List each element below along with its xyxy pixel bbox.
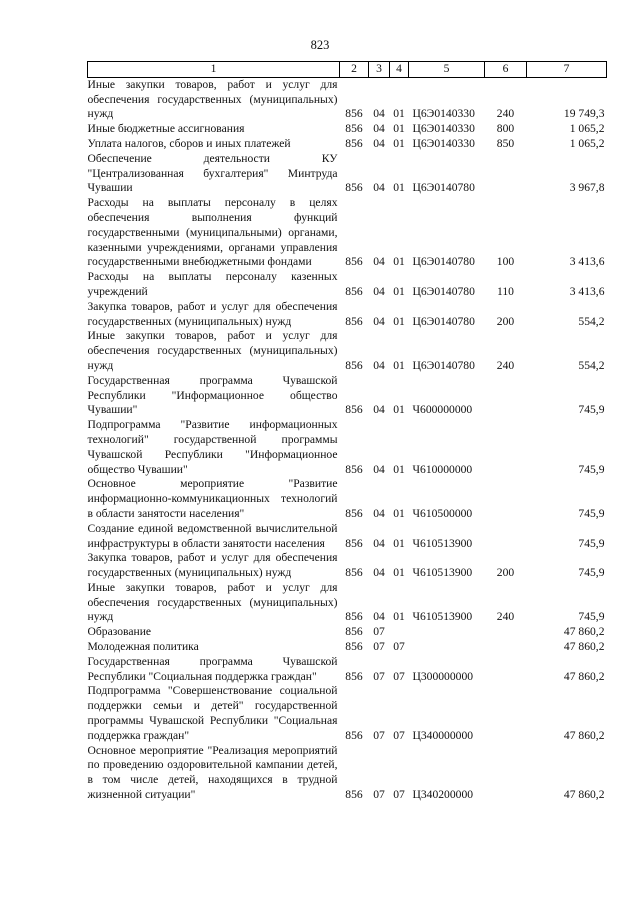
row-rz: 07 [373,640,385,654]
row-rz: 04 [373,181,385,195]
row-vr [485,522,527,552]
table-header-row [88,62,607,78]
row-gr: 856 [345,625,363,639]
row-vr [485,744,527,803]
row-rz: 04 [373,122,385,136]
row-csr: Ч610000000 [412,462,473,476]
row-pr: 07 [393,728,405,742]
row-csr [409,640,485,655]
budget-table [87,61,607,803]
row-gr: 856 [345,403,363,417]
row-pr: 01 [393,255,405,269]
row-rz: 04 [373,255,385,269]
row-name: Обеспечение деятельности КУ "Централизованная бухгалтерия" Минтруда Чувашии [87,151,338,195]
row-gr: 856 [345,610,363,624]
row-vr [485,655,527,685]
table-row [88,77,607,122]
row-rz: 04 [373,462,385,476]
row-pr: 01 [393,314,405,328]
row-pr: 01 [393,181,405,195]
row-sum: 745,9 [578,610,605,624]
row-csr: Ч610500000 [412,506,473,520]
row-rz: 04 [373,403,385,417]
row-csr: Ч610513900 [412,610,473,624]
row-vr: 240 [496,358,515,372]
row-csr: Ц6Э0140330 [412,107,475,121]
table-row [88,300,607,330]
row-sum: 554,2 [578,358,605,372]
row-csr: Ч610513900 [412,566,473,580]
row-sum: 47 860,2 [563,669,605,683]
row-gr: 856 [345,669,363,683]
row-csr: Ч610513900 [412,536,473,550]
table-row [88,744,607,803]
row-rz: 07 [373,728,385,742]
row-vr: 100 [496,255,515,269]
row-csr: Ц6Э0140330 [412,122,475,136]
table-row [88,329,607,373]
row-name: Иные закупки товаров, работ и услуг для обеспечения государственных (муниципальных) нужд [87,329,338,372]
table-row [88,551,607,581]
row-sum: 3 967,8 [569,181,605,195]
row-rz: 04 [373,358,385,372]
row-vr: 240 [496,610,515,624]
table-row [88,122,607,137]
row-pr: 07 [393,788,405,802]
row-gr: 856 [345,255,363,269]
row-name: Иные закупки товаров, работ и услуг для обеспечения государственных (муниципальных) нужд [87,77,338,121]
row-sum: 1 065,2 [569,136,605,150]
row-gr: 856 [345,566,363,580]
row-name: Основное мероприятие "Реализация мероприятий по проведению оздоровительной кампании детей, в том числе детей, находящихся в трудной жизненной ситуации" [87,743,338,802]
row-name: Уплата налогов, сборов и иных платежей [87,136,291,150]
row-vr [485,374,527,418]
row-sum: 47 860,2 [563,728,605,742]
row-rz: 04 [373,136,385,150]
row-gr: 856 [345,107,363,121]
row-vr: 110 [497,284,514,298]
row-sum: 745,9 [578,536,605,550]
row-name: Государственная программа Чувашской Республики "Социальная поддержка граждан" [87,654,338,683]
row-gr: 856 [345,314,363,328]
row-sum: 3 413,6 [569,284,605,298]
row-sum: 745,9 [578,403,605,417]
table-row [88,152,607,196]
row-pr: 01 [393,462,405,476]
row-pr: 01 [393,136,405,150]
row-sum: 19 749,3 [563,107,605,121]
row-name: Основное мероприятие "Развитие информационно-коммуникационных технологий в области занятости населения" [87,477,338,520]
row-sum: 47 860,2 [563,625,605,639]
row-sum: 47 860,2 [563,788,605,802]
table-row [88,655,607,685]
table-row [88,418,607,477]
row-gr: 856 [345,358,363,372]
table-row [88,196,607,270]
row-pr [390,625,409,640]
table-row [88,684,607,743]
row-name: Расходы на выплаты персоналу в целях обеспечения выполнения функций государственными (муниципальными) органами, казенными учреждениями, органами управления государственными внебюджетными фондами [87,196,338,269]
row-vr: 240 [496,107,515,121]
row-vr [485,625,527,640]
row-sum: 47 860,2 [563,640,605,654]
table-row [88,374,607,418]
row-csr: Ц6Э0140780 [412,255,475,269]
row-vr [485,152,527,196]
row-sum: 3 413,6 [569,255,605,269]
row-name: Государственная программа Чувашской Республики "Информационное общество Чувашии" [87,373,338,417]
row-vr: 200 [496,566,515,580]
row-name: Создание единой ведомственной вычислительной инфраструктуры в области занятости населения [87,521,338,550]
row-csr: Ч600000000 [412,403,473,417]
table-row [88,270,607,300]
row-gr: 856 [345,284,363,298]
col-header-7: 7 [527,62,607,78]
row-vr: 200 [496,314,515,328]
row-pr: 01 [393,358,405,372]
row-vr: 850 [496,136,515,150]
col-header-6: 6 [485,62,527,78]
row-rz: 04 [373,610,385,624]
row-sum: 745,9 [578,462,605,476]
row-gr: 856 [345,136,363,150]
row-pr: 01 [393,506,405,520]
row-csr: Ц6Э0140780 [412,314,475,328]
col-header-3: 3 [369,62,390,78]
row-vr [485,418,527,477]
row-csr: Ц340000000 [412,728,474,742]
page-number: 823 [310,38,330,52]
table-row [88,625,607,640]
row-gr: 856 [345,506,363,520]
row-gr: 856 [345,536,363,550]
row-name: Закупка товаров, работ и услуг для обеспечения государственных (муниципальных) нужд [87,299,338,328]
row-vr [485,477,527,521]
table-row [88,477,607,521]
row-pr: 01 [393,122,405,136]
row-csr: Ц6Э0140780 [412,181,475,195]
row-name: Молодежная политика [87,640,199,654]
row-rz: 04 [373,314,385,328]
row-csr: Ц340200000 [412,788,474,802]
row-pr: 07 [393,640,405,654]
row-pr: 01 [393,403,405,417]
row-rz: 07 [373,625,385,639]
row-pr: 01 [393,107,405,121]
row-sum: 554,2 [578,314,605,328]
row-csr: Ц6Э0140330 [412,136,475,150]
table-row [88,137,607,152]
row-sum: 1 065,2 [569,122,605,136]
col-header-4: 4 [390,62,409,78]
row-name: Расходы на выплаты персоналу казенных учреждений [87,270,338,298]
row-gr: 856 [345,640,363,654]
row-pr: 07 [393,669,405,683]
row-vr [485,684,527,743]
row-name: Закупка товаров, работ и услуг для обеспечения государственных (муниципальных) нужд [87,551,338,580]
row-vr [485,640,527,655]
col-header-2: 2 [340,62,369,78]
row-name: Подпрограмма "Развитие информационных технологий" государственной программы Чувашской Республики "Информационное общество Чувашии" [87,418,338,476]
row-gr: 856 [345,788,363,802]
row-gr: 856 [345,181,363,195]
row-pr: 01 [393,610,405,624]
row-gr: 856 [345,728,363,742]
table-row [88,640,607,655]
row-csr: Ц6Э0140780 [412,284,475,298]
row-rz: 04 [373,566,385,580]
col-header-5: 5 [409,62,485,78]
row-gr: 856 [345,122,363,136]
table-row [88,581,607,625]
row-rz: 04 [373,284,385,298]
table-row [88,522,607,552]
row-name: Иные бюджетные ассигнования [87,122,245,136]
row-csr: Ц6Э0140780 [412,358,475,372]
row-rz: 07 [373,669,385,683]
col-header-1: 1 [88,62,340,78]
row-csr [409,625,485,640]
row-pr: 01 [393,536,405,550]
row-vr: 800 [496,122,515,136]
row-rz: 04 [373,536,385,550]
row-rz: 07 [373,788,385,802]
row-pr: 01 [393,566,405,580]
row-name: Подпрограмма "Совершенствование социальной поддержки семьи и детей" государственной программы Чувашской Республики "Социальная поддержка граждан" [87,684,338,742]
row-name: Образование [87,625,152,639]
row-gr: 856 [345,462,363,476]
row-pr: 01 [393,284,405,298]
row-name: Иные закупки товаров, работ и услуг для обеспечения государственных (муниципальных) нужд [87,580,338,624]
row-sum: 745,9 [578,566,605,580]
row-csr: Ц300000000 [412,669,474,683]
row-sum: 745,9 [578,506,605,520]
row-rz: 04 [373,506,385,520]
row-rz: 04 [373,107,385,121]
